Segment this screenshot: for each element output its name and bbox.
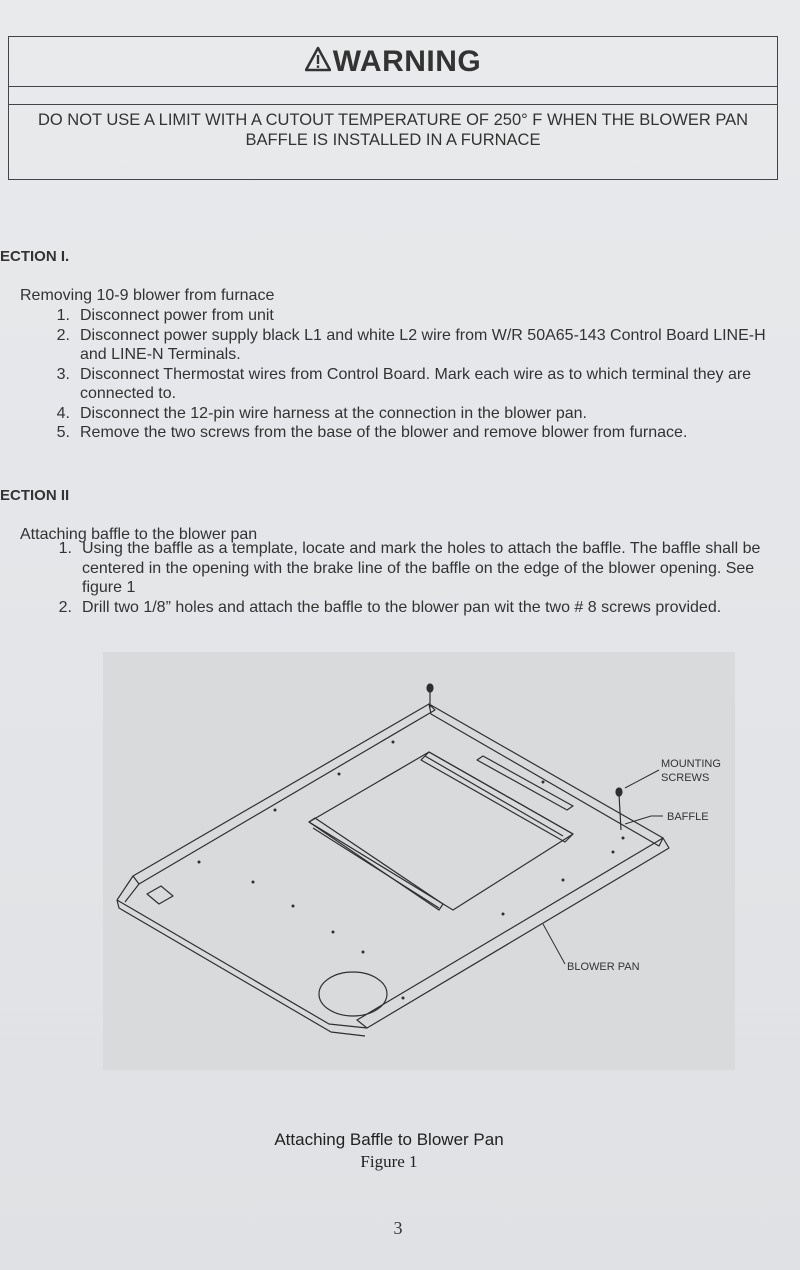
warning-title: WARNING — [332, 44, 482, 78]
warning-text: DO NOT USE A LIMIT WITH A CUTOUT TEMPERATURE OF 250° F WHEN THE BLOWER PAN BAFFLE IS INSTALLED IN A FURNACE — [9, 104, 777, 150]
section-1-intro: Removing 10-9 blower from furnace — [20, 287, 275, 304]
list-item: 5. Remove the two screws from the base of the blower and remove blower from furnace. — [56, 424, 688, 441]
list-item: 2. Drill two 1/8” holes and attach the baffle to the blower pan wit the two # 8 screws provided. — [58, 598, 722, 616]
warning-box — [8, 36, 778, 180]
section-1-heading: ECTION I. — [0, 248, 70, 265]
label-blower-pan: BLOWER PAN — [567, 961, 640, 973]
figure-number: Figure 1 — [360, 1152, 418, 1171]
list-item: 2. Disconnect power supply black L1 and white L2 wire from W/R 50A65-143 Control Board LINE-H and LINE-N Terminals. — [56, 326, 766, 363]
section-2-intro: Attaching baffle to the blower pan — [20, 526, 258, 543]
list-item: 3. Disconnect Thermostat wires from Control Board. Mark each wire as to which terminal they are connected to. — [56, 365, 752, 402]
figure-blower-pan — [103, 652, 735, 1070]
list-item: 1. Using the baffle as a template, locate and mark the holes to attach the baffle. The baffle shall be centered in the opening with the brake line of the baffle on the edge of the blower opening. See figure 1 — [58, 540, 761, 596]
section-2-heading: ECTION II — [0, 487, 70, 504]
page-number: 3 — [393, 1218, 403, 1238]
list-item: 1. Disconnect power from unit — [56, 307, 274, 324]
figure-caption: Attaching Baffle to Blower Pan — [274, 1130, 504, 1149]
label-mounting-screws-line1: MOUNTING — [661, 758, 721, 770]
blower-pan-drawing — [103, 652, 735, 1070]
section-1-steps — [48, 306, 768, 443]
warning-triangle-icon — [305, 46, 331, 77]
label-mounting-screws-line2: SCREWS — [661, 772, 710, 784]
section-2-steps — [50, 539, 780, 617]
label-baffle: BAFFLE — [667, 811, 709, 823]
warning-header — [9, 37, 777, 87]
list-item: 4. Disconnect the 12-pin wire harness at the connection in the blower pan. — [56, 404, 587, 422]
